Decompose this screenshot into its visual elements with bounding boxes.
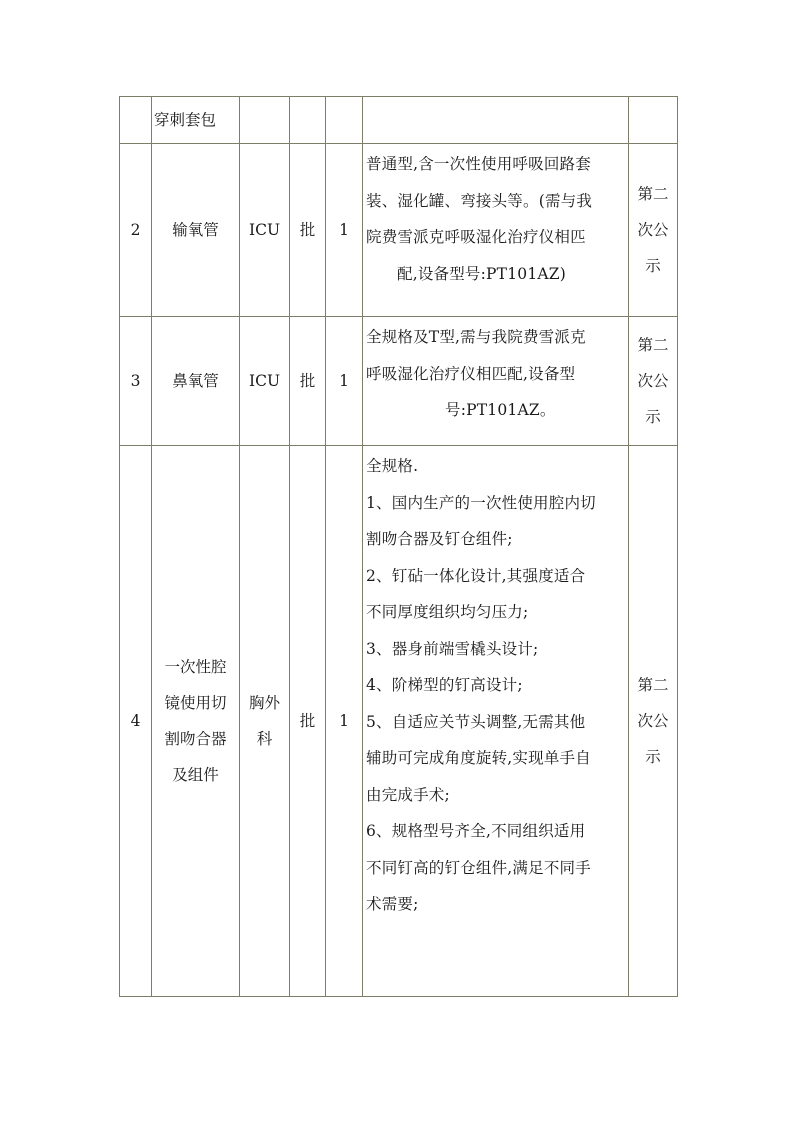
item-spec-line: 3、器身前端雪橇头设计;: [366, 639, 539, 658]
item-dept-line: 胸外: [248, 694, 280, 712]
item-spec: [363, 317, 629, 446]
item-unit: 批: [290, 317, 326, 446]
item-publish-line: 示: [645, 257, 661, 275]
item-index: 2: [120, 144, 152, 317]
item-publish-status: [629, 144, 678, 317]
item-dept: [240, 97, 290, 144]
item-publish-line: 第二: [637, 336, 669, 354]
item-dept-line: ICU: [248, 372, 281, 390]
item-spec: [363, 144, 629, 317]
item-qty: 1: [326, 144, 363, 317]
item-spec-line: 呼吸湿化治疗仪相匹配,设备型: [366, 364, 576, 383]
item-spec-line: 1、国内生产的一次性使用腔内切: [366, 493, 596, 512]
item-spec-line: 2、钉砧一体化设计,其强度适合: [366, 566, 586, 585]
item-publish-line: 第二: [637, 676, 669, 694]
item-spec-line: 装、湿化罐、弯接头等。(需与我: [366, 191, 593, 210]
item-name-line: 穿刺套包: [154, 111, 217, 129]
item-publish-status: [629, 97, 678, 144]
item-name-line: 输氧管: [172, 221, 219, 239]
item-spec-line: 全规格及T型,需与我院费雪派克: [366, 328, 586, 346]
item-name: [152, 97, 240, 144]
item-index: 4: [120, 446, 152, 997]
item-publish-line: 次公: [637, 221, 669, 239]
item-spec-line: 不同厚度组织均匀压力;: [366, 603, 529, 621]
item-unit: 批: [290, 446, 326, 997]
table-row: [120, 144, 678, 317]
item-qty: 1: [326, 446, 363, 997]
item-spec-line: 院费雪派克呼吸湿化治疗仪相匹: [366, 228, 586, 246]
item-name: [152, 317, 240, 446]
item-dept: [240, 446, 290, 997]
item-qty: [326, 97, 363, 144]
item-spec-line: 普通型,含一次性使用呼吸回路套: [366, 155, 591, 173]
item-spec-line: 4、阶梯型的钉高设计;: [366, 676, 523, 694]
item-unit: 批: [290, 144, 326, 317]
item-spec-line: 割吻合器及钉仓组件;: [366, 530, 513, 548]
item-publish-status: [629, 317, 678, 446]
item-spec-line: 6、规格型号齐全,不同组织适用: [366, 822, 586, 840]
procurement-table: [119, 96, 678, 997]
item-spec: [363, 446, 629, 997]
item-spec-line: 由完成手术;: [366, 785, 450, 804]
item-spec: [363, 97, 629, 144]
item-spec-line: 配,设备型号:PT101AZ): [397, 264, 567, 283]
item-name: [152, 144, 240, 317]
item-spec-line: 辅助可完成角度旋转,实现单手自: [366, 749, 591, 767]
item-spec-line: 5、自适应关节头调整,无需其他: [366, 712, 586, 731]
item-qty: 1: [326, 317, 363, 446]
item-index: [120, 97, 152, 144]
item-spec-line: 不同钉高的钉仓组件,满足不同手: [366, 858, 591, 877]
item-publish-line: 第二: [637, 185, 669, 203]
item-dept-line: 科: [256, 730, 273, 748]
table-row: [120, 317, 678, 446]
item-name: [152, 446, 240, 997]
item-dept: [240, 317, 290, 446]
item-name-line: 一次性腔: [164, 658, 227, 676]
item-dept-line: ICU: [248, 221, 281, 239]
table-row: [120, 97, 678, 144]
item-name-line: 割吻合器: [164, 730, 227, 748]
item-publish-line: 示: [645, 748, 661, 766]
item-publish-line: 示: [645, 408, 661, 426]
item-spec-line: 号:PT101AZ。: [445, 401, 556, 419]
item-publish-status: [629, 446, 678, 997]
item-name-line: 镜使用切: [164, 694, 227, 712]
item-unit: [290, 97, 326, 144]
item-name-line: 及组件: [172, 766, 219, 784]
table-row: [120, 446, 678, 997]
item-name-line: 鼻氧管: [172, 372, 219, 390]
item-spec-line: 术需要;: [366, 895, 419, 913]
item-index: 3: [120, 317, 152, 446]
item-publish-line: 次公: [637, 712, 669, 730]
item-dept: [240, 144, 290, 317]
item-publish-line: 次公: [637, 372, 669, 390]
item-spec-line: 全规格.: [366, 457, 419, 475]
